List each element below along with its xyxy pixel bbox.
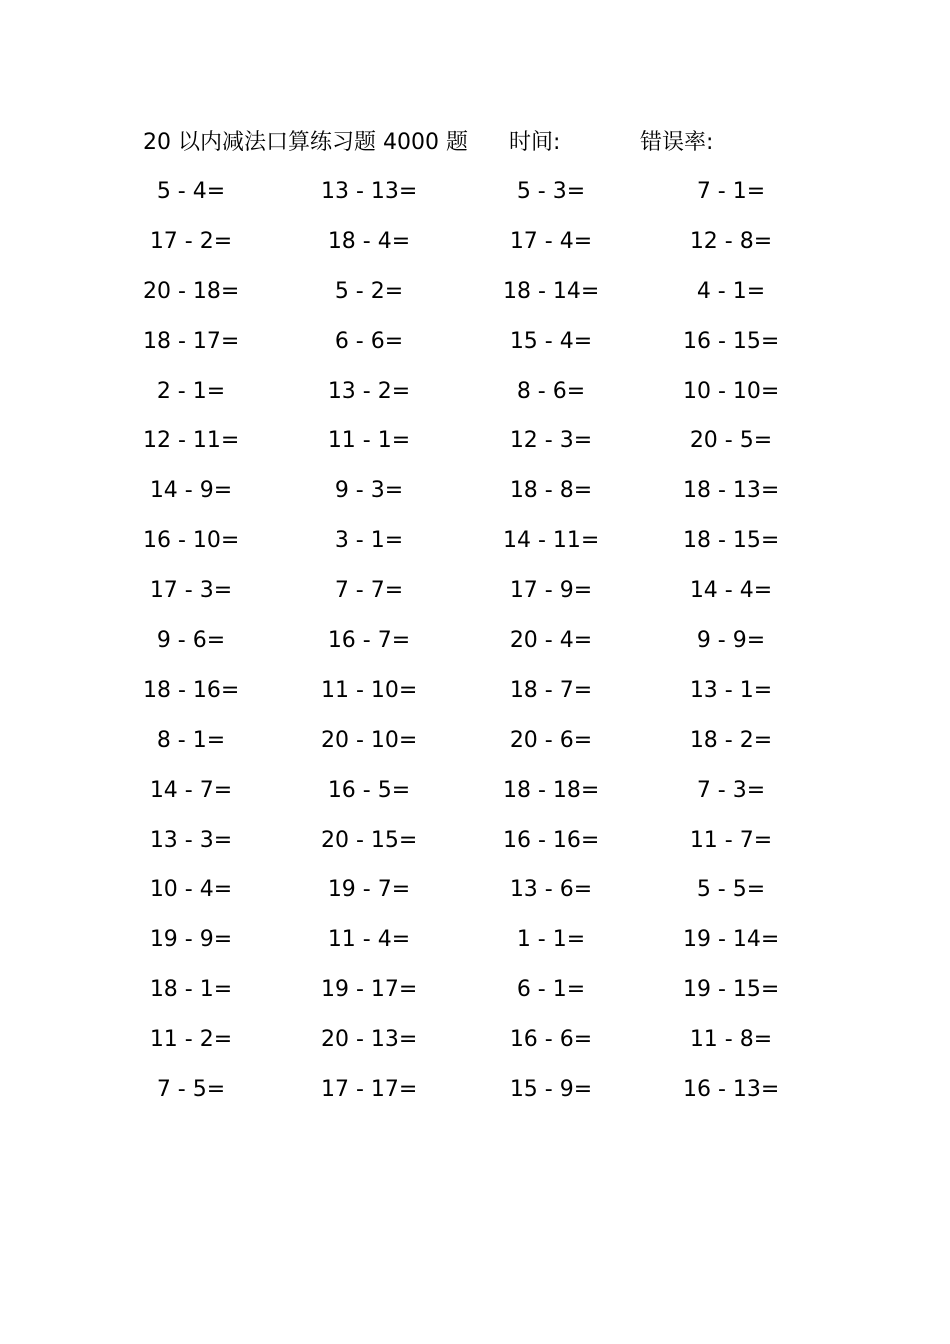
problem-cell: 14 - 4=	[689, 578, 773, 604]
problem-cell: 6 - 1=	[516, 977, 586, 1003]
problem-cell: 17 - 3=	[149, 578, 233, 604]
problem-cell: 13 - 13=	[321, 179, 418, 204]
problem-cell: 11 - 8=	[689, 1027, 773, 1053]
problem-grid	[143, 172, 783, 1120]
problem-row	[143, 521, 783, 571]
problem-cell: 18 - 17=	[143, 328, 240, 354]
problem-cell: 17 - 17=	[321, 1077, 418, 1103]
problem-row	[143, 1070, 783, 1120]
problem-cell: 20 - 13=	[321, 1027, 418, 1053]
problem-cell: 18 - 14=	[503, 278, 600, 304]
problem-row	[143, 671, 783, 721]
problem-row	[143, 920, 783, 970]
problem-cell: 8 - 1=	[156, 727, 226, 753]
problem-row	[143, 372, 783, 422]
problem-cell: 18 - 15=	[683, 528, 780, 554]
problem-row	[143, 471, 783, 521]
problem-cell: 7 - 7=	[334, 578, 404, 604]
problem-cell: 7 - 3=	[696, 777, 766, 803]
problem-cell: 16 - 10=	[143, 528, 240, 554]
problem-cell: 5 - 3=	[516, 179, 586, 204]
problem-cell: 5 - 2=	[334, 278, 404, 304]
problem-cell: 18 - 2=	[689, 727, 773, 753]
problem-cell: 18 - 13=	[683, 478, 780, 504]
problem-row	[143, 272, 783, 322]
problem-cell: 20 - 4=	[509, 628, 593, 654]
problem-row	[143, 721, 783, 771]
problem-cell: 11 - 1=	[327, 428, 411, 454]
problem-cell: 11 - 10=	[321, 677, 418, 703]
problem-row	[143, 322, 783, 372]
problem-cell: 19 - 9=	[149, 927, 233, 953]
problem-row	[143, 821, 783, 871]
problem-cell: 17 - 9=	[509, 578, 593, 604]
problem-cell: 19 - 17=	[321, 977, 418, 1003]
problem-cell: 13 - 3=	[149, 827, 233, 853]
problem-cell: 18 - 7=	[509, 677, 593, 703]
problem-row	[143, 1020, 783, 1070]
problem-cell: 9 - 9=	[696, 628, 766, 654]
problem-cell: 19 - 7=	[327, 877, 411, 903]
problem-cell: 20 - 15=	[321, 827, 418, 853]
problem-cell: 7 - 1=	[696, 179, 766, 204]
problem-cell: 20 - 6=	[509, 727, 593, 753]
problem-row	[143, 571, 783, 621]
problem-cell: 10 - 10=	[683, 378, 780, 404]
problem-cell: 17 - 4=	[509, 228, 593, 254]
problem-row	[143, 970, 783, 1020]
problem-row	[143, 172, 783, 222]
problem-cell: 12 - 11=	[143, 428, 240, 454]
problem-cell: 18 - 8=	[509, 478, 593, 504]
problem-cell: 8 - 6=	[516, 378, 586, 404]
problem-cell: 16 - 15=	[683, 328, 780, 354]
problem-cell: 11 - 7=	[689, 827, 773, 853]
problem-cell: 11 - 4=	[327, 927, 411, 953]
problem-cell: 20 - 5=	[689, 428, 773, 454]
problem-cell: 14 - 7=	[149, 777, 233, 803]
problem-cell: 20 - 18=	[143, 278, 240, 304]
problem-cell: 9 - 6=	[156, 628, 226, 654]
problem-cell: 13 - 2=	[327, 378, 411, 404]
problem-cell: 13 - 1=	[689, 677, 773, 703]
problem-row	[143, 621, 783, 671]
problem-cell: 1 - 1=	[516, 927, 586, 953]
problem-cell: 14 - 9=	[149, 478, 233, 504]
worksheet-title: 20 以内减法口算练习题 4000 题	[143, 130, 468, 155]
problem-cell: 13 - 6=	[509, 877, 593, 903]
problem-cell: 14 - 11=	[503, 528, 600, 554]
problem-cell: 20 - 10=	[321, 727, 418, 753]
problem-cell: 5 - 5=	[696, 877, 766, 903]
problem-cell: 16 - 16=	[503, 827, 600, 853]
problem-row	[143, 222, 783, 272]
time-label: 时间:	[509, 130, 561, 155]
problem-cell: 7 - 5=	[156, 1077, 226, 1103]
problem-cell: 18 - 4=	[327, 228, 411, 254]
problem-cell: 19 - 14=	[683, 927, 780, 953]
problem-cell: 16 - 5=	[327, 777, 411, 803]
problem-cell: 11 - 2=	[149, 1027, 233, 1053]
problem-cell: 15 - 9=	[509, 1077, 593, 1103]
problem-cell: 2 - 1=	[156, 378, 226, 404]
problem-cell: 16 - 7=	[327, 628, 411, 654]
problem-row	[143, 870, 783, 920]
problem-cell: 18 - 16=	[143, 677, 240, 703]
problem-row	[143, 421, 783, 471]
problem-cell: 6 - 6=	[334, 328, 404, 354]
problem-cell: 18 - 1=	[149, 977, 233, 1003]
problem-cell: 12 - 3=	[509, 428, 593, 454]
problem-cell: 12 - 8=	[689, 228, 773, 254]
problem-row	[143, 771, 783, 821]
problem-cell: 16 - 6=	[509, 1027, 593, 1053]
worksheet-header	[143, 126, 783, 160]
problem-cell: 4 - 1=	[696, 278, 766, 304]
problem-cell: 19 - 15=	[683, 977, 780, 1003]
problem-cell: 16 - 13=	[683, 1077, 780, 1103]
problem-cell: 10 - 4=	[149, 877, 233, 903]
problem-cell: 5 - 4=	[156, 179, 226, 204]
problem-cell: 18 - 18=	[503, 777, 600, 803]
problem-cell: 17 - 2=	[149, 228, 233, 254]
error-rate-label: 错误率:	[640, 130, 714, 155]
problem-cell: 15 - 4=	[509, 328, 593, 354]
problem-cell: 3 - 1=	[334, 528, 404, 554]
problem-cell: 9 - 3=	[334, 478, 404, 504]
